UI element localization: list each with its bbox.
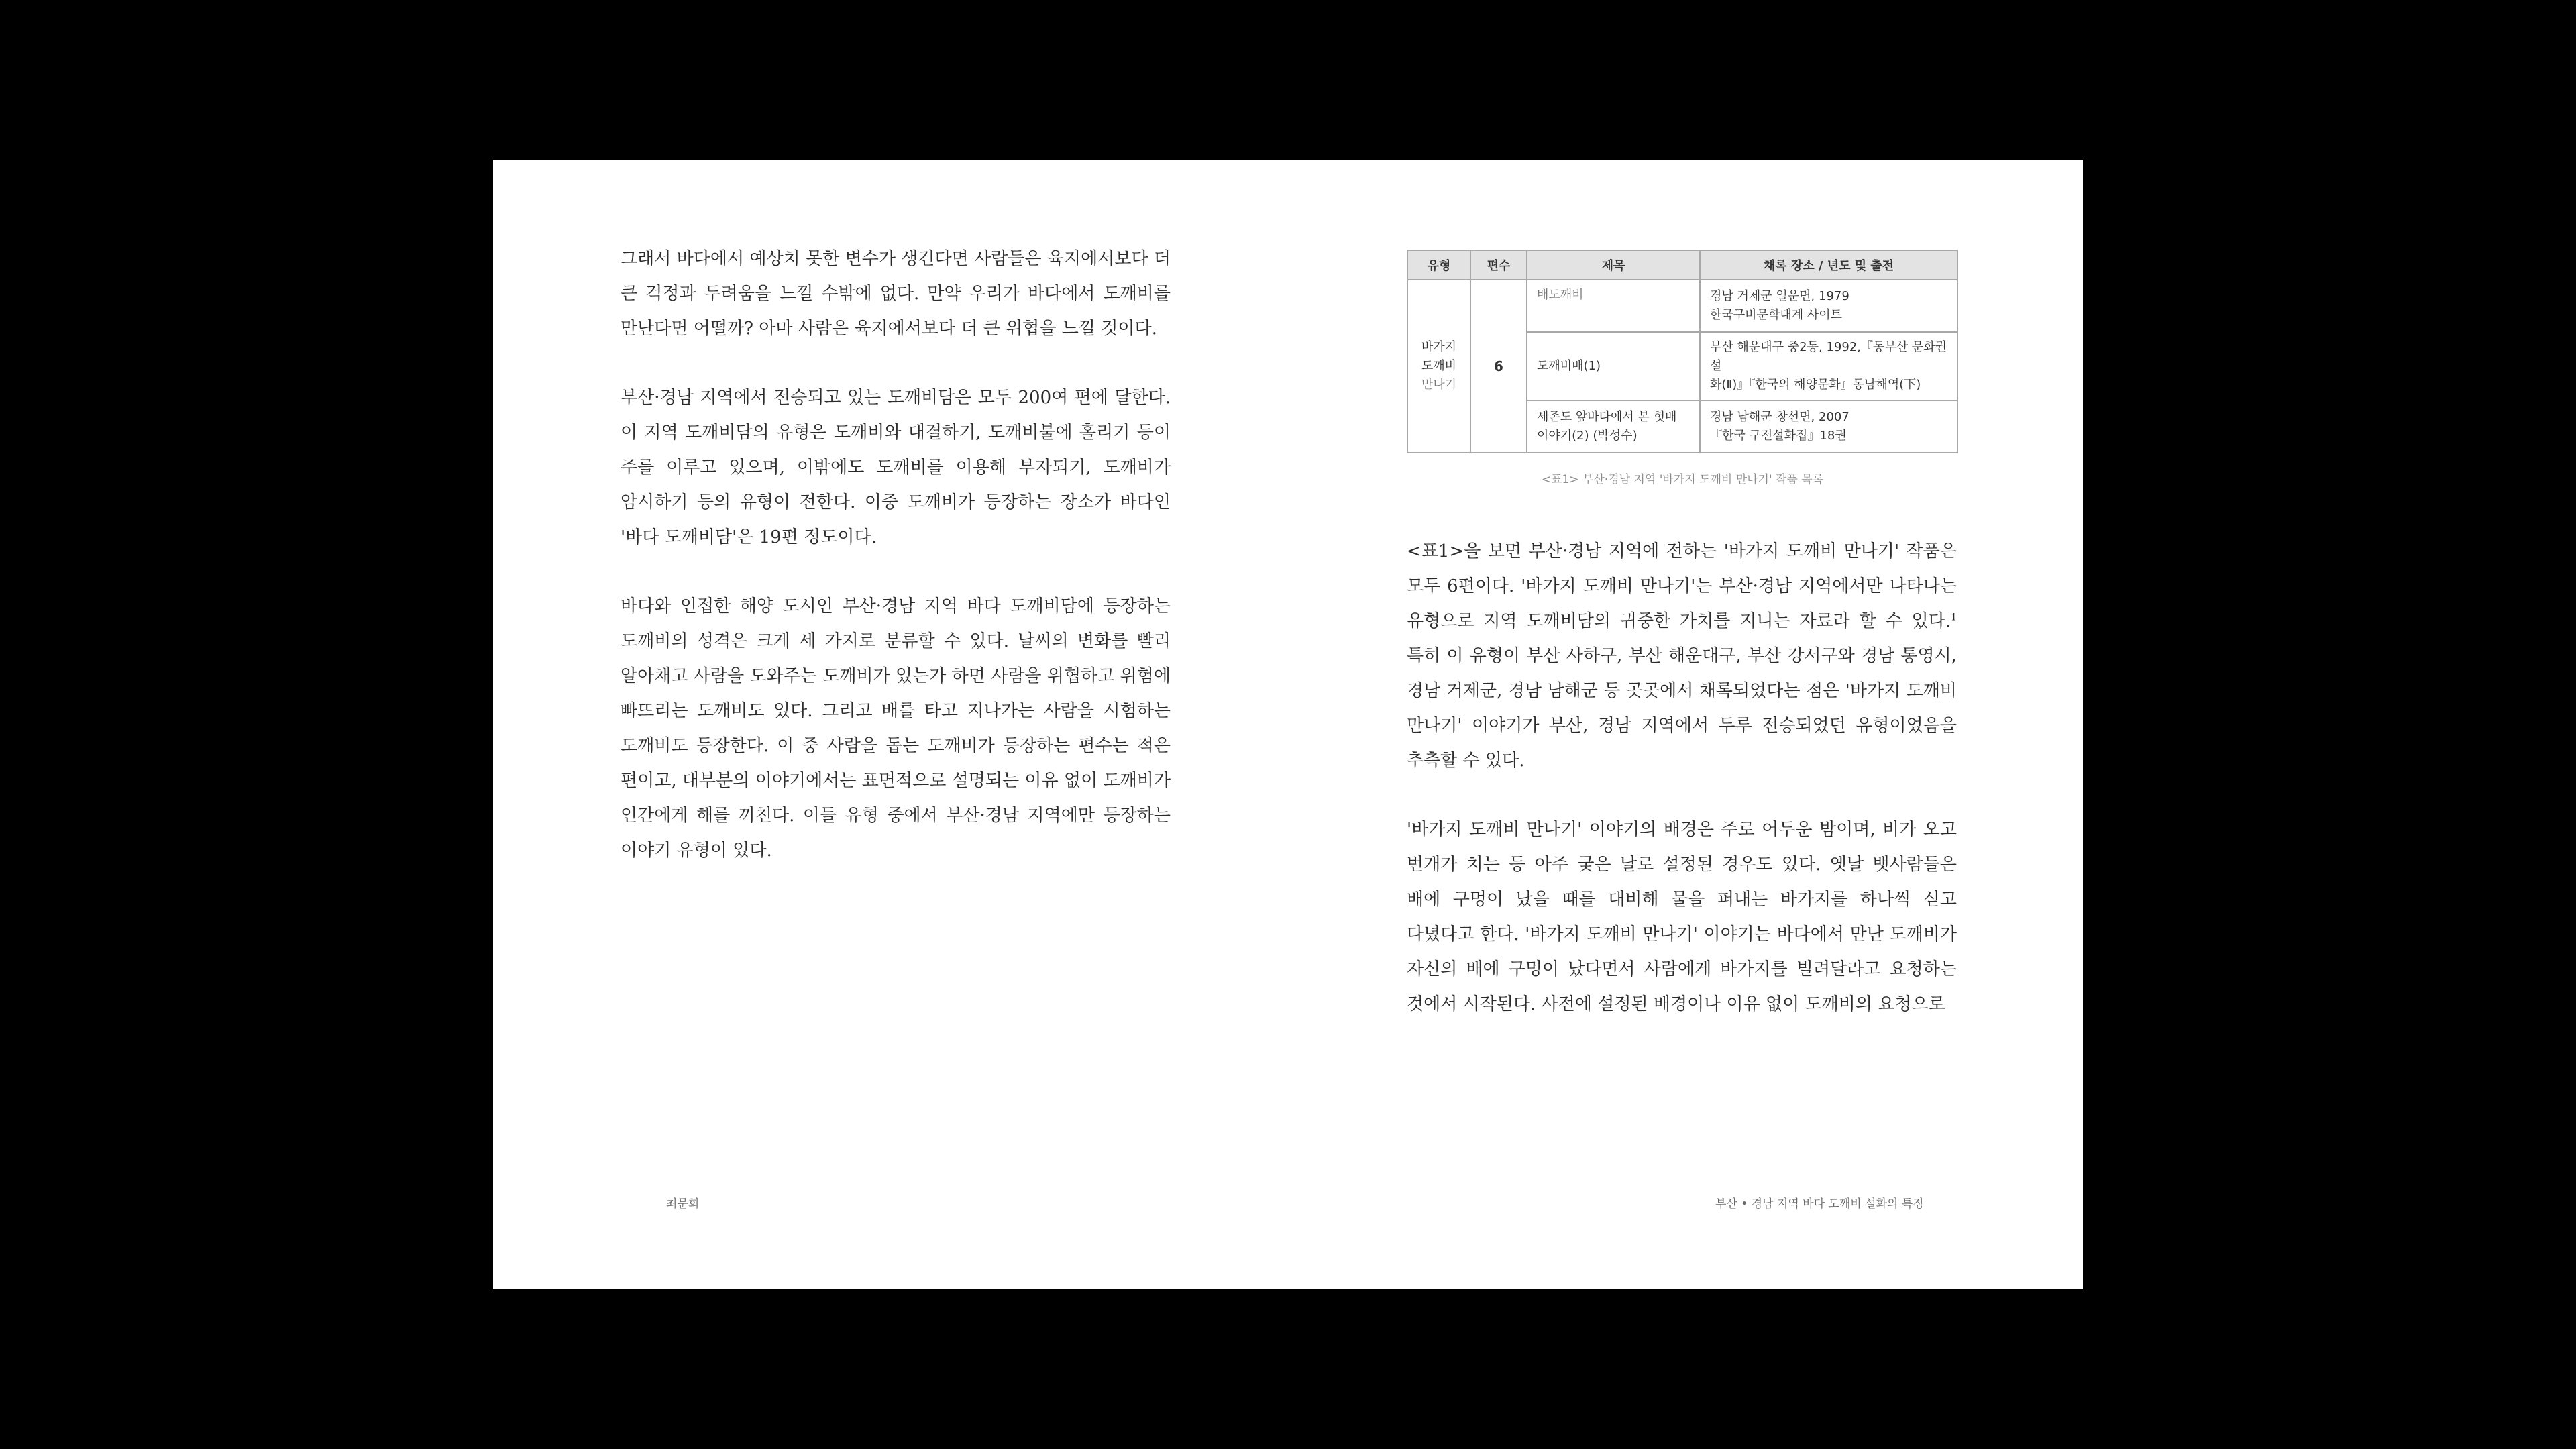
- row3-title-line1: 세존도 앞바다에서 본 헛배: [1537, 410, 1677, 424]
- row2-source-line2: 화(Ⅱ)』『한국의 해양문화』동남해역(下): [1710, 378, 1921, 392]
- book-spread: [493, 160, 2083, 1289]
- left-footer-author: 최문희: [666, 1197, 700, 1211]
- right-paragraph-2: '바가지 도깨비 만나기' 이야기의 배경은 주로 어두운 밤이며, 비가 오고 번개가 치는 등 아주 궂은 날로 설정된 경우도 있다. 옛날 뱃사람들은 배에 구멍이 났을 때를 대비해 물을 퍼내는 바가지를 하나씩 싣고 다녔다고 한다. '바가지 도깨비 만나기' 이야기는 바다에서 만난 도깨비가 자신의 배에 구멍이 났다면서 사람에게 바가지를 빌려달라고 요청하는 것에서 시작된다. 사전에 설정된 배경이나 이유 없이 도깨비의 요청으로: [1407, 820, 1957, 1014]
- row2-source: [1700, 332, 1957, 400]
- row3-source: [1700, 400, 1957, 453]
- type-cell: [1407, 280, 1470, 453]
- right-paragraph-1-text-b: 특히 이 유형이 부산 사하구, 부산 해운대구, 부산 강서구와 경남 통영시, 경남 거제군, 경남 남해군 등 곳곳에서 채록되었다는 점은 '바가지 도깨비 만나기' 이야기가 부산, 경남 지역에서 두루 전승되었던 유형이었음을 추측할 수 있다.: [1407, 646, 1957, 771]
- row1-source-line2: 한국구비문학대계 사이트: [1710, 308, 1842, 322]
- type-label-line2: 도깨비: [1421, 359, 1457, 373]
- count-cell: 6: [1470, 280, 1527, 453]
- story-table: [1407, 250, 1958, 453]
- footnote-marker[interactable]: 1: [1951, 612, 1957, 623]
- right-paragraph-1-text-a: <표1>을 보면 부산·경남 지역에 전하는 '바가지 도깨비 만나기' 작품은 모두 6편이다. '바가지 도깨비 만나기'는 부산·경남 지역에서만 나타나는 유형으로 지역 도깨비담의 귀중한 가치를 지니는 자료라 할 수 있다.: [1407, 541, 1957, 631]
- row1-source: [1700, 280, 1957, 332]
- right-page-body: [1407, 534, 1957, 1056]
- right-paragraph-1: [1407, 534, 1957, 778]
- row1-title: 배도깨비: [1527, 280, 1700, 332]
- row3-source-line1: 경남 남해군 창선면, 2007: [1710, 410, 1849, 424]
- header-count: 편수: [1470, 250, 1527, 280]
- left-paragraph-3: 바다와 인접한 해양 도시인 부산·경남 지역 바다 도깨비담에 등장하는 도깨비의 성격은 크게 세 가지로 분류할 수 있다. 날씨의 변화를 빨리 알아채고 사람을 도와주는 도깨비가 있는가 하면 사람을 위협하고 위험에 빠뜨리는 도깨비도 있다. 그리고 배를 타고 지나가는 사람을 시험하는 도깨비도 등장한다. 이 중 사람을 돕는 도깨비가 등장하는 편수는 적은 편이고, 대부분의 이야기에서는 표면적으로 설명되는 이유 없이 도깨비가 인간에게 해를 끼친다. 이들 유형 중에서 부산·경남 지역에만 등장하는 이야기 유형이 있다.: [621, 596, 1171, 861]
- row3-source-line2: 『한국 구전설화집』18권: [1710, 429, 1847, 443]
- left-paragraph-1: 그래서 바다에서 예상치 못한 변수가 생긴다면 사람들은 육지에서보다 더 큰 걱정과 두려움을 느낄 수밖에 없다. 만약 우리가 바다에서 도깨비를 만난다면 어떨까? 아마 사람은 육지에서보다 더 큰 위협을 느낄 것이다.: [621, 249, 1171, 339]
- header-source: 채록 장소 / 년도 및 출전: [1700, 250, 1957, 280]
- table-caption: <표1> 부산·경남 지역 '바가지 도깨비 만나기' 작품 목록: [1541, 473, 1824, 486]
- table-header-row: [1407, 250, 1957, 280]
- row1-source-line1: 경남 거제군 일운면, 1979: [1710, 289, 1849, 303]
- story-table-block: [1407, 250, 1958, 486]
- row2-source-line1: 부산 해운대구 중2동, 1992,『동부산 문화권설: [1710, 340, 1947, 373]
- type-label-line3: 만나기: [1421, 378, 1457, 392]
- left-page-body: [621, 241, 1171, 902]
- row3-title: [1527, 400, 1700, 453]
- left-paragraph-2: 부산·경남 지역에서 전승되고 있는 도깨비담은 모두 200여 편에 달한다. 이 지역 도깨비담의 유형은 도깨비와 대결하기, 도깨비불에 홀리기 등이 주를 이루고 있으며, 이밖에도 도깨비를 이용해 부자되기, 도깨비가 암시하기 등의 유형이 전한다. 이중 도깨비가 등장하는 장소가 바다인 '바다 도깨비담'은 19편 정도이다.: [621, 388, 1171, 547]
- header-title: 제목: [1527, 250, 1700, 280]
- table-row: [1407, 280, 1957, 332]
- row2-title: 도깨비배(1): [1527, 332, 1700, 400]
- type-label-line1: 바가지: [1421, 340, 1457, 354]
- header-type: 유형: [1407, 250, 1470, 280]
- right-footer-title: 부산 • 경남 지역 바다 도깨비 설화의 특징: [1715, 1197, 1924, 1211]
- row3-title-line2: 이야기(2) (박성수): [1537, 429, 1638, 443]
